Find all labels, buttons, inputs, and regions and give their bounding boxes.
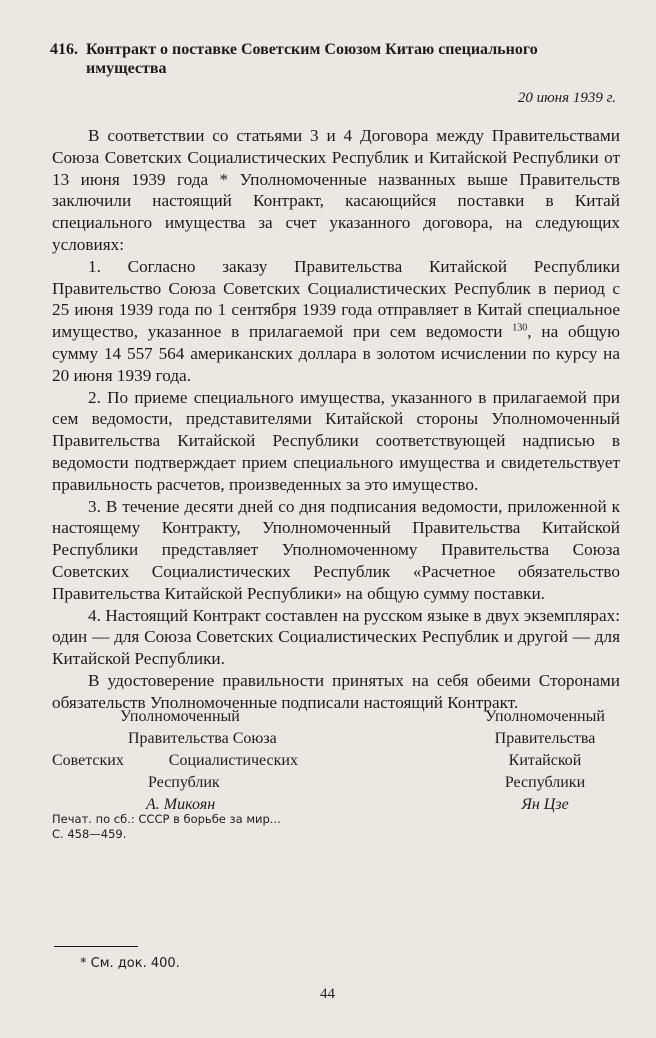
note-reference: 130	[512, 322, 528, 334]
clause-1-text-b: , на общую сумму 14 557 564 американских доллара в золотом исчислении по курсу на 20 июня 1939 года.	[52, 322, 620, 385]
clause-4-paragraph: 4. Настоящий Контракт составлен на русском языке в двух экземплярах: один — для Союза Советских Социалистических Республик и другой — для Китайской Республики.	[52, 605, 620, 669]
signatory-name-yang-jie: Ян Цзе	[521, 796, 569, 813]
source-citation	[52, 812, 281, 842]
contract-body	[52, 125, 620, 714]
source-line: Печат. по сб.: СССР в борьбе за мир...	[52, 812, 281, 826]
signatory-title-line: Республики	[504, 774, 586, 791]
signatory-title-line: Республик	[148, 774, 220, 791]
clause-3-paragraph: 3. В течение десяти дней со дня подписания ведомости, приложенной к настоящему Контракту, Уполномоченный Правительства Китайской Республики представляет Уполномоченному Правительства Союза Советских Социалистических Республик «Расчетное обязательство Правительства Китайской Республики» на общую сумму поставки.	[52, 496, 620, 603]
signatory-name-mikoyan: А. Микоян	[146, 796, 216, 813]
clause-1-text-a: 1. Согласно заказу Правительства Китайской Республики Правительство Союза Советских Социалистических Республик в период с 25 июня 1939 года по 1 сентября 1939 года отправляет в Китай специальное имущество, указанное в прилагаемой при сем ведомости	[52, 256, 620, 342]
closing-paragraph: В удостоверение правильности принятых на себя обеими Сторонами обязательств Уполномоченные подписали настоящий Контракт.	[52, 670, 620, 712]
clause-2-paragraph: 2. По приеме специального имущества, указанного в прилагаемой при сем ведомости, представителями Китайской стороны Уполномоченный Правительства Китайской Республики соответствующей надписью в ведомости подтверждает прием специального имущества и свидетельствует правильность расчетов, произведенных за это имущество.	[52, 387, 620, 494]
source-line: С. 458—459.	[52, 827, 127, 841]
page-number: 44	[320, 986, 335, 1002]
signatory-title-line: Правительства Союза	[128, 730, 277, 747]
signatory-title-line: Китайской	[508, 752, 582, 769]
document-number: 416.	[50, 41, 78, 58]
clause-1-paragraph	[52, 256, 620, 387]
document-date: 20 июня 1939 г.	[517, 90, 616, 106]
signatory-title-line: Правительства	[494, 730, 596, 747]
document-heading	[50, 40, 618, 78]
signatory-title-line: Уполномоченный	[120, 708, 240, 725]
signature-block-chinese	[470, 706, 620, 816]
preamble-paragraph: В соответствии со статьями 3 и 4 Договора между Правительствами Союза Советских Социалистических Республик и Китайской Республики от 13 июня 1939 года * Уполномоченные названных выше Правительств заключили настоящий Контракт, касающийся поставки в Китай специального имущества за счет указанного договора, на следующих условиях:	[52, 126, 620, 254]
signature-block-soviet	[52, 706, 332, 816]
footnote-divider	[54, 946, 138, 947]
signatory-title-line	[52, 750, 298, 772]
signatory-title-word: Советских	[52, 752, 124, 769]
footnote: * См. док. 400.	[80, 956, 180, 971]
document-title: Контракт о поставке Советским Союзом Китаю специального имущества	[86, 41, 538, 77]
signatory-title-line: Уполномоченный	[485, 708, 605, 725]
signatory-title-word: Социалистических	[168, 752, 298, 769]
